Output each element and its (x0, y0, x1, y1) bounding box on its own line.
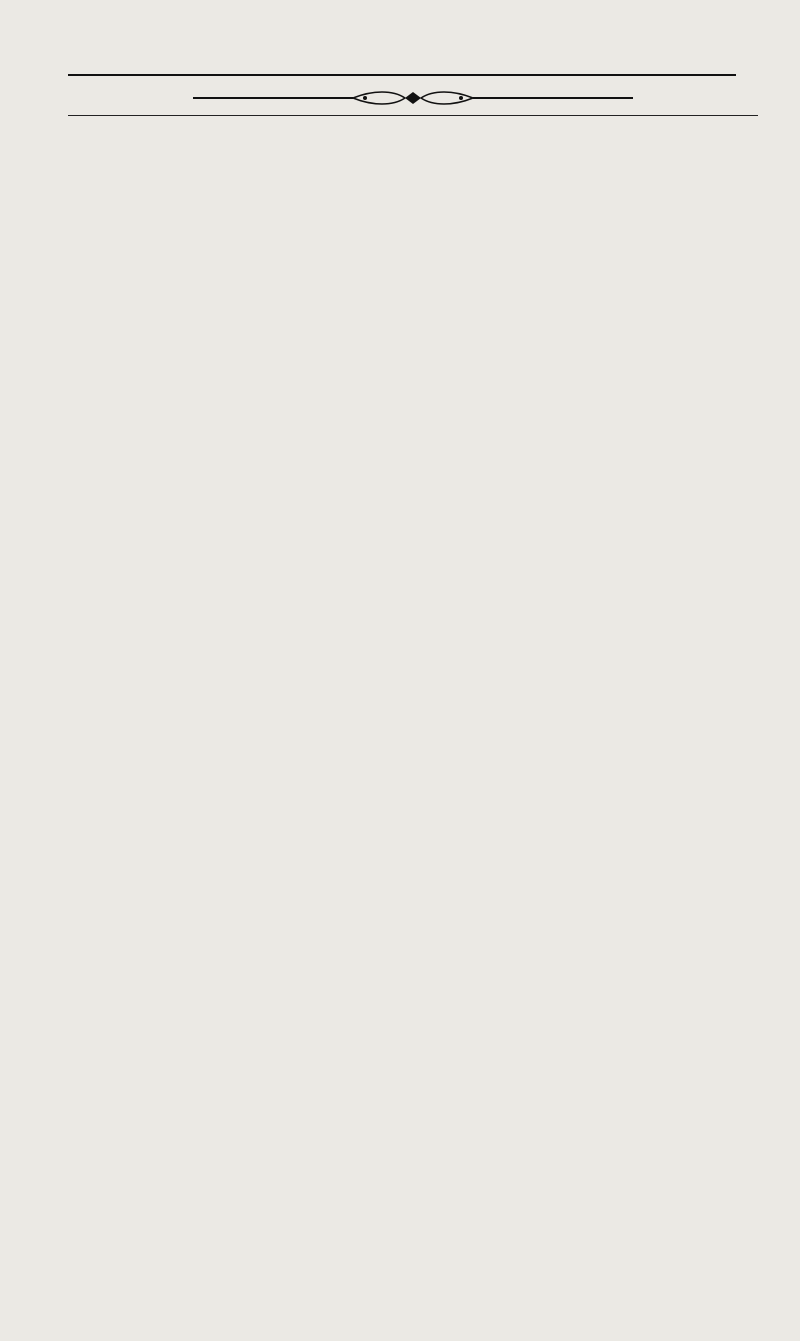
page-header (68, 40, 736, 76)
ornamental-separator-icon (193, 90, 633, 106)
summary-rule (68, 115, 758, 116)
